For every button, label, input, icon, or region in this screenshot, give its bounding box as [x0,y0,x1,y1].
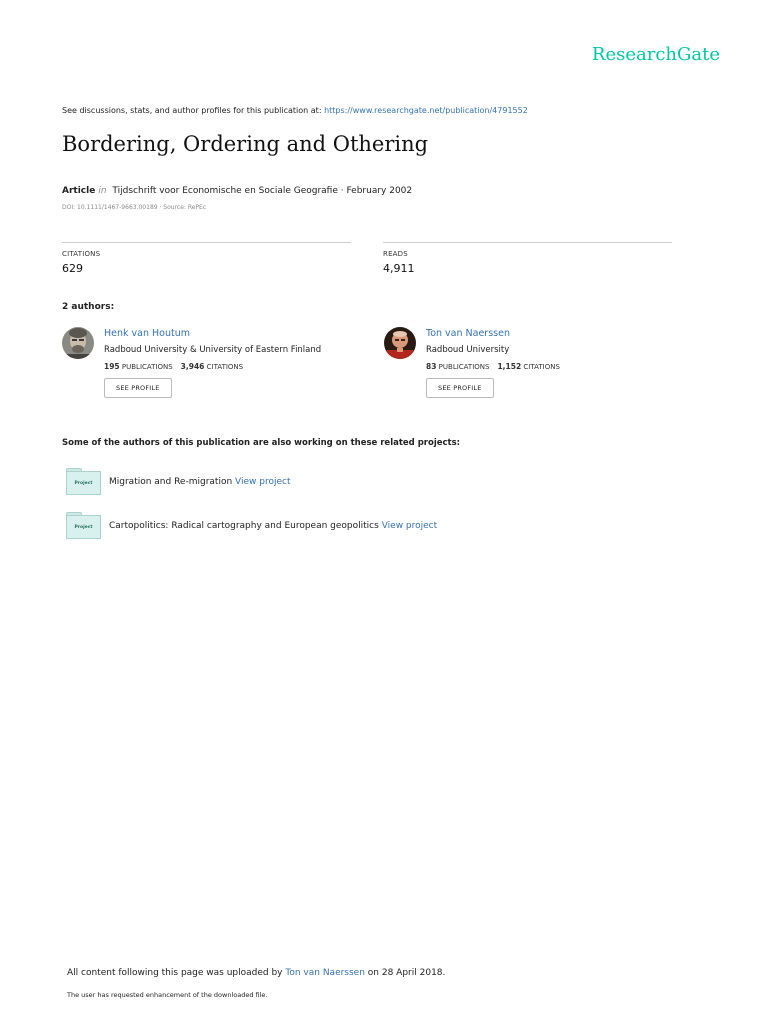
article-type: Article [62,186,96,196]
project-name: Cartopolitics: Radical cartography and European geopolitics [109,521,379,531]
uploader-link[interactable]: Ton van Naerssen [285,968,365,978]
citations-count: 3,946 [180,362,205,371]
author-avatar[interactable] [384,327,416,359]
project-text [109,477,291,487]
author-stats [104,362,321,371]
reads-label: READS [383,250,408,258]
publication-url-link[interactable]: https://www.researchgate.net/publication/4791552 [324,106,528,115]
avatar-photo-icon [384,327,416,359]
upload-prefix: All content following this page was uploaded by [67,968,286,978]
author-name-link[interactable]: Henk van Houtum [104,328,190,339]
projects-heading: Some of the authors of this publication are also working on these related projects: [62,438,461,448]
journal-date: Tijdschrift voor Economische en Sociale Geografie · February 2002 [112,186,413,196]
project-folder-icon [66,512,100,540]
see-profile-button[interactable]: SEE PROFILE [104,378,172,398]
author-institution: Radboud University [426,345,510,355]
author-card [62,327,362,407]
article-meta [62,186,412,196]
see-profile-button[interactable]: SEE PROFILE [426,378,494,398]
publications-label: PUBLICATIONS [438,363,490,371]
project-item [66,468,666,498]
upload-note [67,968,445,978]
project-text [109,521,437,531]
reads-stat [383,250,415,275]
discussion-line [62,106,528,115]
publications-count: 195 [104,362,120,371]
citations-value: 629 [62,262,83,275]
project-folder-icon [66,468,100,496]
citations-label: CITATIONS [523,363,560,371]
publications-count: 83 [426,362,437,371]
avatar-photo-icon [62,327,94,359]
citations-label: CITATIONS [62,250,101,258]
enhancement-note: The user has requested enhancement of the downloaded file. [67,991,268,999]
citations-count: 1,152 [497,362,522,371]
author-name-link[interactable]: Ton van Naerssen [426,328,510,339]
reads-value: 4,911 [383,262,415,275]
project-icon-label: Project [66,471,101,495]
author-avatar[interactable] [62,327,94,359]
citations-divider [62,242,351,243]
in-word: in [98,186,107,196]
project-name: Migration and Re-migration [109,477,233,487]
author-info [426,328,560,398]
author-stats [426,362,560,371]
citations-label: CITATIONS [206,363,244,371]
citations-stat [62,250,100,275]
view-project-link[interactable]: View project [381,521,438,531]
author-info [104,328,321,398]
project-icon-label: Project [66,515,101,539]
doi-source: DOI: 10.1111/1467-9663.00189 · Source: RePEc [62,204,207,211]
reads-divider [383,242,672,243]
author-institution: Radboud University & University of Eastern Finland [104,345,322,355]
publications-label: PUBLICATIONS [121,363,173,371]
discussion-text: See discussions, stats, and author profiles for this publication at: [62,106,325,115]
project-item [66,512,666,542]
researchgate-logo[interactable]: ResearchGate [591,44,720,65]
author-card [384,327,684,407]
view-project-link[interactable]: View project [235,477,291,487]
article-title: Bordering, Ordering and Othering [62,132,429,156]
authors-heading: 2 authors: [62,302,115,312]
upload-suffix: on 28 April 2018. [364,968,446,978]
